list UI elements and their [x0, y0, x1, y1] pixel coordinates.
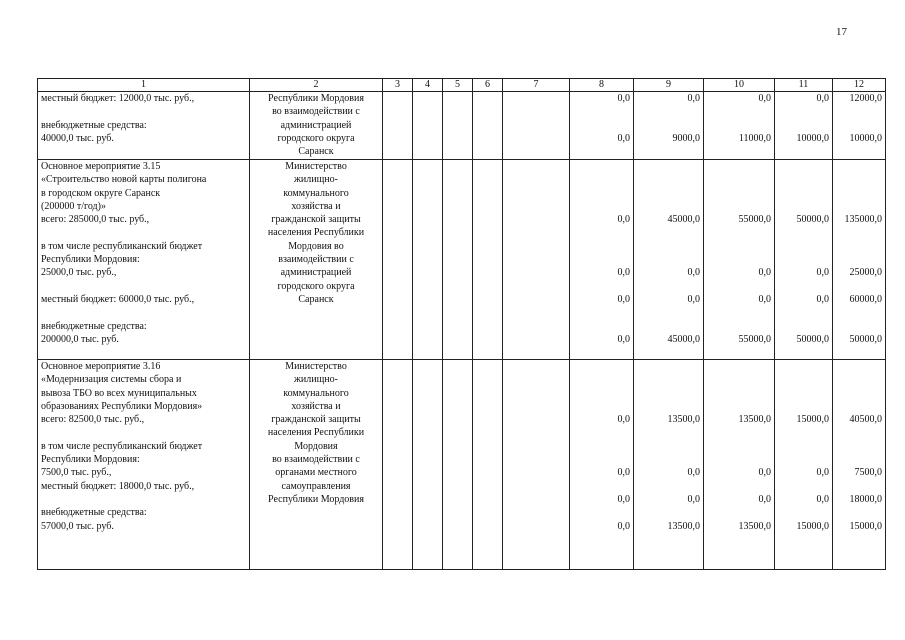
- amount-line: [707, 480, 771, 493]
- amount-line: [707, 387, 771, 400]
- amount-line: [573, 387, 630, 400]
- amount-line: [778, 373, 829, 386]
- amount-line: [778, 187, 829, 200]
- amount-line: 0,0: [816, 293, 829, 305]
- table-row: [38, 160, 886, 360]
- amount-line: [836, 440, 882, 453]
- amount-line: [637, 187, 700, 200]
- empty-cell: [443, 160, 473, 360]
- amount-line: [573, 426, 630, 439]
- amount-cell-c10: [704, 92, 775, 160]
- amount-line: [778, 320, 829, 333]
- amount-line: [778, 226, 829, 239]
- amount-line: [778, 400, 829, 413]
- amount-line: [707, 105, 771, 118]
- amount-line: [836, 320, 882, 333]
- empty-cell: [413, 92, 443, 160]
- amount-line: [778, 105, 829, 118]
- amount-line: 55000,0: [738, 333, 771, 345]
- amount-line: [637, 160, 700, 173]
- header-row: [38, 79, 886, 92]
- amount-line: [778, 280, 829, 293]
- empty-cell: [473, 160, 503, 360]
- amount-line: [836, 360, 882, 373]
- amount-line: 45000,0: [667, 214, 700, 226]
- amount-line: [707, 426, 771, 439]
- amount-line: [637, 200, 700, 213]
- amount-cell-c9: [634, 360, 704, 570]
- amount-line: 13500,0: [738, 414, 771, 426]
- amount-line: 11000,0: [738, 132, 771, 144]
- amount-line: [707, 506, 771, 519]
- amount-line: [573, 105, 630, 118]
- amount-line: [573, 306, 630, 319]
- amount-line: [573, 226, 630, 239]
- amount-line: [637, 480, 700, 493]
- amount-line: 0,0: [617, 93, 630, 104]
- amount-line: [836, 400, 882, 413]
- amount-line: 0,0: [617, 467, 630, 479]
- amount-line: [707, 373, 771, 386]
- amount-line: 60000,0: [849, 293, 882, 305]
- amount-line: 45000,0: [667, 333, 700, 345]
- amount-line: [836, 105, 882, 118]
- amount-line: [836, 506, 882, 519]
- amount-line: [573, 280, 630, 293]
- amount-line: [707, 240, 771, 253]
- amount-line: [637, 453, 700, 466]
- amount-line: [836, 453, 882, 466]
- amount-cell-c10: [704, 360, 775, 570]
- amount-line: [778, 480, 829, 493]
- amount-line: [778, 200, 829, 213]
- column-header: 2: [250, 79, 383, 92]
- amount-line: [637, 400, 700, 413]
- amount-line: [637, 240, 700, 253]
- amount-line: 0,0: [758, 267, 771, 279]
- amount-line: [573, 373, 630, 386]
- measure-description: Основное мероприятие 3.16 «Модернизация системы сбора и вывоза ТБО во всех муниципальных образованиях Республики Мордовия» всего: 82500,0 тыс. руб., в том числе республиканский бюджет Республики Мордовия: 7500,0 тыс. руб., местный бюджет: 18000,0 тыс. руб., внебюджетные средства: 57000,0 тыс. руб.: [38, 360, 250, 570]
- amount-line: [637, 105, 700, 118]
- empty-cell: [413, 360, 443, 570]
- amount-line: [573, 173, 630, 186]
- amount-line: [637, 253, 700, 266]
- empty-cell: [503, 160, 570, 360]
- amount-line: 0,0: [758, 467, 771, 479]
- amount-line: [573, 400, 630, 413]
- measure-description: местный бюджет: 12000,0 тыс. руб., внебюджетные средства: 40000,0 тыс. руб.: [38, 92, 250, 160]
- amount-line: 0,0: [758, 93, 771, 104]
- amount-cell-c10: [704, 160, 775, 360]
- amount-line: 0,0: [816, 493, 829, 505]
- column-header: 12: [833, 79, 886, 92]
- column-header: 5: [443, 79, 473, 92]
- amount-line: [637, 226, 700, 239]
- amount-line: 0,0: [816, 467, 829, 479]
- amount-line: 135000,0: [844, 214, 882, 226]
- amount-line: 0,0: [617, 132, 630, 144]
- amount-line: 13500,0: [667, 520, 700, 532]
- amount-line: [707, 226, 771, 239]
- empty-cell: [473, 92, 503, 160]
- amount-line: [778, 506, 829, 519]
- amount-line: 0,0: [758, 493, 771, 505]
- amount-cell-c8: [570, 360, 634, 570]
- amount-line: [573, 506, 630, 519]
- amount-line: [836, 226, 882, 239]
- column-header: 6: [473, 79, 503, 92]
- amount-cell-c12: [833, 160, 886, 360]
- amount-line: 7500,0: [854, 467, 882, 479]
- empty-cell: [473, 360, 503, 570]
- amount-line: 0,0: [617, 333, 630, 345]
- table-body: [38, 92, 886, 570]
- empty-cell: [413, 160, 443, 360]
- amount-line: [573, 187, 630, 200]
- amount-line: [637, 360, 700, 373]
- amount-line: [778, 360, 829, 373]
- column-header: 4: [413, 79, 443, 92]
- amount-cell-c11: [775, 360, 833, 570]
- column-header: 11: [775, 79, 833, 92]
- amount-line: [637, 387, 700, 400]
- amount-line: 0,0: [617, 267, 630, 279]
- amount-line: [707, 400, 771, 413]
- empty-cell: [443, 360, 473, 570]
- amount-line: [836, 253, 882, 266]
- amount-line: 10000,0: [796, 132, 829, 144]
- amount-line: [778, 173, 829, 186]
- amount-line: [836, 480, 882, 493]
- amount-line: 0,0: [687, 493, 700, 505]
- column-header: 9: [634, 79, 704, 92]
- amount-line: 0,0: [617, 293, 630, 305]
- amount-line: [707, 360, 771, 373]
- amount-line: [707, 187, 771, 200]
- responsible-executor: Министерство жилищно- коммунального хозяйства и гражданской защиты населения Республики Мордовия во взаимодействии с администрацией городского округа Саранск: [250, 160, 383, 360]
- amount-line: [778, 453, 829, 466]
- amount-line: 0,0: [617, 214, 630, 226]
- amount-line: [836, 373, 882, 386]
- amount-line: 12000,0: [849, 93, 882, 104]
- amount-cell-c12: [833, 360, 886, 570]
- amount-line: 0,0: [687, 267, 700, 279]
- amount-line: 0,0: [617, 520, 630, 532]
- amount-line: 0,0: [687, 293, 700, 305]
- amount-line: [778, 240, 829, 253]
- amount-line: [573, 200, 630, 213]
- empty-cell: [383, 160, 413, 360]
- amount-line: [573, 253, 630, 266]
- amount-line: [637, 320, 700, 333]
- table-row: [38, 360, 886, 570]
- amount-line: 15000,0: [849, 520, 882, 532]
- amount-line: 0,0: [816, 93, 829, 104]
- responsible-executor: Республики Мордовия во взаимодействии с администрацией городского округа Саранск: [250, 92, 383, 160]
- amount-cell-c9: [634, 160, 704, 360]
- amount-line: [836, 200, 882, 213]
- amount-cell-c12: [833, 92, 886, 160]
- amount-line: 50000,0: [796, 214, 829, 226]
- measure-description: Основное мероприятие 3.15 «Строительство новой карты полигона в городском округе Саранск (200000 т/год)» всего: 285000,0 тыс. руб., в том числе республиканский бюджет Республики Мордовия: 25000,0 тыс. руб., местный бюджет: 60000,0 тыс. руб., внебюджетные средства: 200000,0 тыс. руб.: [38, 160, 250, 360]
- amount-line: [573, 453, 630, 466]
- amount-line: [836, 306, 882, 319]
- amount-line: [707, 160, 771, 173]
- amount-line: [573, 160, 630, 173]
- amount-line: 9000,0: [672, 132, 700, 144]
- amount-line: 55000,0: [738, 214, 771, 226]
- amount-line: 0,0: [816, 267, 829, 279]
- empty-cell: [503, 360, 570, 570]
- amount-line: 15000,0: [796, 414, 829, 426]
- page-number: 17: [836, 26, 847, 38]
- table-row: [38, 92, 886, 160]
- amount-line: 10000,0: [849, 132, 882, 144]
- empty-cell: [443, 92, 473, 160]
- program-table: [37, 78, 886, 570]
- amount-line: [778, 253, 829, 266]
- amount-line: [778, 387, 829, 400]
- amount-line: [637, 373, 700, 386]
- amount-line: 0,0: [617, 414, 630, 426]
- amount-line: 0,0: [687, 93, 700, 104]
- amount-line: [778, 426, 829, 439]
- empty-cell: [383, 360, 413, 570]
- column-header: 8: [570, 79, 634, 92]
- amount-line: [707, 253, 771, 266]
- amount-line: [778, 306, 829, 319]
- amount-line: [778, 440, 829, 453]
- amount-line: [836, 187, 882, 200]
- amount-line: [637, 440, 700, 453]
- amount-cell-c11: [775, 92, 833, 160]
- amount-line: [836, 426, 882, 439]
- amount-line: [637, 426, 700, 439]
- amount-line: [707, 320, 771, 333]
- amount-line: [573, 240, 630, 253]
- amount-cell-c8: [570, 160, 634, 360]
- amount-line: [836, 280, 882, 293]
- amount-line: 0,0: [758, 293, 771, 305]
- responsible-executor: Министерство жилищно- коммунального хозяйства и гражданской защиты населения Республики Мордовия во взаимодействии с органами местного самоуправления Республики Мордовия: [250, 360, 383, 570]
- empty-cell: [503, 92, 570, 160]
- amount-line: [707, 173, 771, 186]
- column-header: 3: [383, 79, 413, 92]
- amount-line: 0,0: [687, 467, 700, 479]
- amount-line: [707, 119, 771, 132]
- column-header: 7: [503, 79, 570, 92]
- amount-line: [637, 173, 700, 186]
- amount-line: [778, 160, 829, 173]
- amount-line: [778, 119, 829, 132]
- empty-cell: [383, 92, 413, 160]
- amount-line: 18000,0: [849, 493, 882, 505]
- amount-line: [836, 173, 882, 186]
- amount-line: [573, 320, 630, 333]
- amount-cell-c8: [570, 92, 634, 160]
- amount-line: [836, 119, 882, 132]
- amount-line: 50000,0: [849, 333, 882, 345]
- column-header: 1: [38, 79, 250, 92]
- amount-line: 13500,0: [738, 520, 771, 532]
- amount-line: 15000,0: [796, 520, 829, 532]
- amount-line: [637, 306, 700, 319]
- amount-line: [836, 240, 882, 253]
- amount-line: [637, 119, 700, 132]
- amount-line: [836, 160, 882, 173]
- amount-line: [836, 387, 882, 400]
- amount-line: [573, 480, 630, 493]
- amount-cell-c9: [634, 92, 704, 160]
- amount-line: [573, 440, 630, 453]
- amount-line: [637, 506, 700, 519]
- amount-cell-c11: [775, 160, 833, 360]
- amount-line: [707, 440, 771, 453]
- amount-line: 40500,0: [849, 414, 882, 426]
- column-header: 10: [704, 79, 775, 92]
- amount-line: 13500,0: [667, 414, 700, 426]
- amount-line: 50000,0: [796, 333, 829, 345]
- amount-line: [707, 306, 771, 319]
- amount-line: [637, 280, 700, 293]
- amount-line: [707, 280, 771, 293]
- amount-line: 0,0: [617, 493, 630, 505]
- amount-line: [573, 360, 630, 373]
- amount-line: [573, 119, 630, 132]
- amount-line: [707, 200, 771, 213]
- amount-line: [707, 453, 771, 466]
- amount-line: 25000,0: [849, 267, 882, 279]
